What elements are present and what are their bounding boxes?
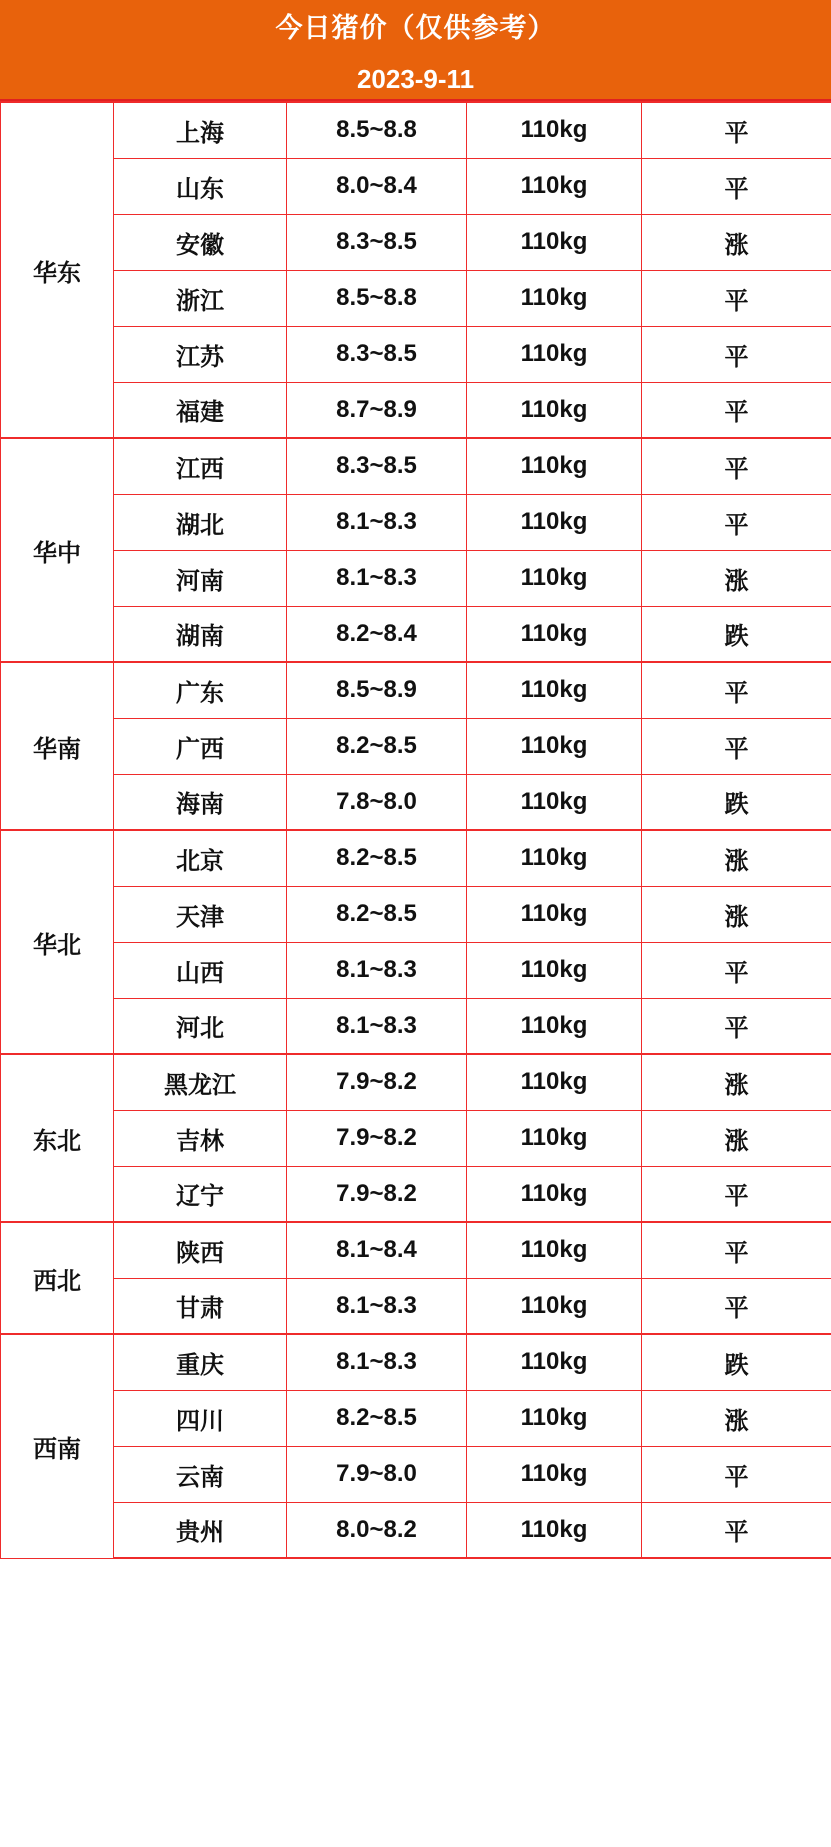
weight-cell: 110kg [467, 102, 642, 158]
table-row [1, 270, 831, 326]
price-cell: 8.2~8.5 [287, 1390, 467, 1446]
trend-cell: 平 [642, 326, 831, 382]
table-row [1, 1166, 831, 1222]
province-cell: 福建 [114, 382, 287, 438]
weight-cell: 110kg [467, 158, 642, 214]
trend-cell: 跌 [642, 774, 831, 830]
price-cell: 7.8~8.0 [287, 774, 467, 830]
weight-cell: 110kg [467, 1222, 642, 1278]
price-cell: 8.1~8.4 [287, 1222, 467, 1278]
province-cell: 北京 [114, 830, 287, 886]
table-row [1, 382, 831, 438]
province-cell: 上海 [114, 102, 287, 158]
trend-cell: 涨 [642, 1110, 831, 1166]
trend-cell: 涨 [642, 550, 831, 606]
table-row [1, 214, 831, 270]
weight-cell: 110kg [467, 1502, 642, 1558]
trend-cell: 涨 [642, 214, 831, 270]
province-cell: 浙江 [114, 270, 287, 326]
table-row [1, 886, 831, 942]
trend-cell: 平 [642, 662, 831, 718]
weight-cell: 110kg [467, 886, 642, 942]
table-row [1, 942, 831, 998]
province-cell: 四川 [114, 1390, 287, 1446]
province-cell: 河北 [114, 998, 287, 1054]
weight-cell: 110kg [467, 1334, 642, 1390]
price-cell: 8.3~8.5 [287, 214, 467, 270]
price-cell: 8.3~8.5 [287, 438, 467, 494]
weight-cell: 110kg [467, 438, 642, 494]
trend-cell: 平 [642, 942, 831, 998]
weight-cell: 110kg [467, 270, 642, 326]
region-cell: 西南 [1, 1334, 114, 1558]
trend-cell: 平 [642, 438, 831, 494]
weight-cell: 110kg [467, 326, 642, 382]
price-cell: 8.1~8.3 [287, 998, 467, 1054]
trend-cell: 平 [642, 382, 831, 438]
table-row [1, 662, 831, 718]
table-row [1, 998, 831, 1054]
trend-cell: 平 [642, 1278, 831, 1334]
table-row [1, 494, 831, 550]
trend-cell: 涨 [642, 1390, 831, 1446]
table-row [1, 550, 831, 606]
table-row [1, 1390, 831, 1446]
price-cell: 8.1~8.3 [287, 494, 467, 550]
price-cell: 8.0~8.2 [287, 1502, 467, 1558]
weight-cell: 110kg [467, 606, 642, 662]
region-cell: 华南 [1, 662, 114, 830]
weight-cell: 110kg [467, 942, 642, 998]
price-cell: 8.2~8.4 [287, 606, 467, 662]
table-row [1, 1278, 831, 1334]
weight-cell: 110kg [467, 830, 642, 886]
price-table [0, 101, 831, 1559]
trend-cell: 平 [642, 102, 831, 158]
price-table-body [1, 102, 831, 1558]
weight-cell: 110kg [467, 550, 642, 606]
trend-cell: 涨 [642, 1054, 831, 1110]
trend-cell: 跌 [642, 1334, 831, 1390]
price-cell: 8.5~8.8 [287, 102, 467, 158]
table-row [1, 158, 831, 214]
trend-cell: 涨 [642, 830, 831, 886]
price-cell: 8.1~8.3 [287, 942, 467, 998]
province-cell: 江苏 [114, 326, 287, 382]
province-cell: 天津 [114, 886, 287, 942]
table-row [1, 718, 831, 774]
price-cell: 7.9~8.0 [287, 1446, 467, 1502]
province-cell: 山东 [114, 158, 287, 214]
table-row [1, 1502, 831, 1558]
weight-cell: 110kg [467, 774, 642, 830]
table-row [1, 606, 831, 662]
province-cell: 黑龙江 [114, 1054, 287, 1110]
price-cell: 7.9~8.2 [287, 1166, 467, 1222]
table-row [1, 326, 831, 382]
table-row [1, 438, 831, 494]
price-cell: 8.5~8.8 [287, 270, 467, 326]
table-row [1, 1446, 831, 1502]
province-cell: 江西 [114, 438, 287, 494]
weight-cell: 110kg [467, 382, 642, 438]
price-cell: 8.1~8.3 [287, 550, 467, 606]
weight-cell: 110kg [467, 1166, 642, 1222]
trend-cell: 平 [642, 1502, 831, 1558]
province-cell: 甘肃 [114, 1278, 287, 1334]
trend-cell: 平 [642, 998, 831, 1054]
price-cell: 8.1~8.3 [287, 1334, 467, 1390]
weight-cell: 110kg [467, 662, 642, 718]
table-row [1, 1110, 831, 1166]
province-cell: 湖南 [114, 606, 287, 662]
province-cell: 广东 [114, 662, 287, 718]
trend-cell: 平 [642, 158, 831, 214]
weight-cell: 110kg [467, 998, 642, 1054]
region-cell: 华东 [1, 102, 114, 438]
price-cell: 8.5~8.9 [287, 662, 467, 718]
trend-cell: 平 [642, 1446, 831, 1502]
price-cell: 7.9~8.2 [287, 1054, 467, 1110]
province-cell: 河南 [114, 550, 287, 606]
weight-cell: 110kg [467, 1390, 642, 1446]
table-row [1, 830, 831, 886]
table-row [1, 102, 831, 158]
page-title: 今日猪价（仅供参考） [0, 0, 831, 57]
trend-cell: 平 [642, 494, 831, 550]
trend-cell: 涨 [642, 886, 831, 942]
table-row [1, 1054, 831, 1110]
province-cell: 湖北 [114, 494, 287, 550]
price-cell: 8.1~8.3 [287, 1278, 467, 1334]
weight-cell: 110kg [467, 1054, 642, 1110]
table-row [1, 774, 831, 830]
weight-cell: 110kg [467, 494, 642, 550]
weight-cell: 110kg [467, 1446, 642, 1502]
province-cell: 吉林 [114, 1110, 287, 1166]
weight-cell: 110kg [467, 1110, 642, 1166]
province-cell: 贵州 [114, 1502, 287, 1558]
price-cell: 7.9~8.2 [287, 1110, 467, 1166]
region-cell: 西北 [1, 1222, 114, 1334]
price-cell: 8.2~8.5 [287, 718, 467, 774]
price-cell: 8.0~8.4 [287, 158, 467, 214]
region-cell: 华中 [1, 438, 114, 662]
price-cell: 8.3~8.5 [287, 326, 467, 382]
table-row [1, 1334, 831, 1390]
weight-cell: 110kg [467, 718, 642, 774]
table-row [1, 1222, 831, 1278]
province-cell: 海南 [114, 774, 287, 830]
province-cell: 辽宁 [114, 1166, 287, 1222]
price-cell: 8.2~8.5 [287, 886, 467, 942]
trend-cell: 平 [642, 270, 831, 326]
province-cell: 广西 [114, 718, 287, 774]
province-cell: 山西 [114, 942, 287, 998]
report-date: 2023-9-11 [0, 57, 831, 101]
region-cell: 华北 [1, 830, 114, 1054]
province-cell: 云南 [114, 1446, 287, 1502]
province-cell: 陕西 [114, 1222, 287, 1278]
trend-cell: 平 [642, 718, 831, 774]
trend-cell: 平 [642, 1222, 831, 1278]
weight-cell: 110kg [467, 1278, 642, 1334]
trend-cell: 平 [642, 1166, 831, 1222]
province-cell: 安徽 [114, 214, 287, 270]
region-cell: 东北 [1, 1054, 114, 1222]
province-cell: 重庆 [114, 1334, 287, 1390]
trend-cell: 跌 [642, 606, 831, 662]
price-cell: 8.7~8.9 [287, 382, 467, 438]
weight-cell: 110kg [467, 214, 642, 270]
price-cell: 8.2~8.5 [287, 830, 467, 886]
